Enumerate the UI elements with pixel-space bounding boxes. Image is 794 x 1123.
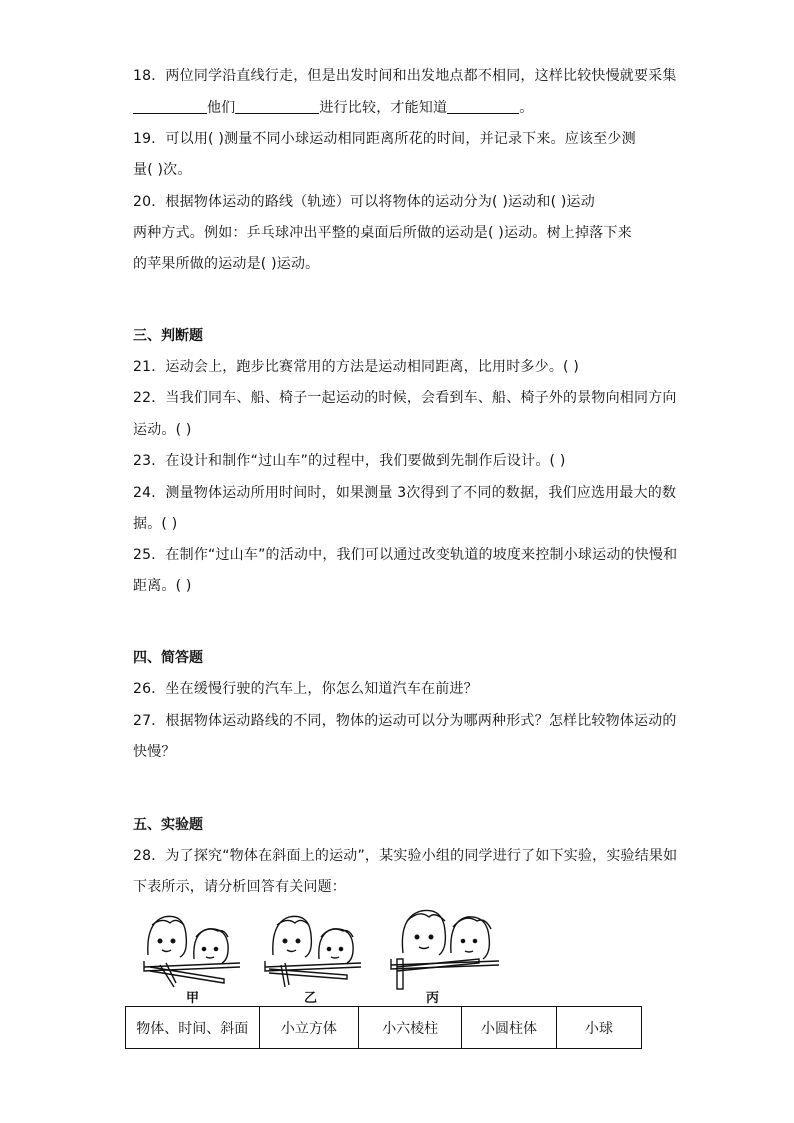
q18-line2 [133, 98, 533, 118]
table-header-cell: 小立方体 [259, 1007, 359, 1049]
q22-line2: 运动。( ) [133, 422, 192, 438]
q18-line1: 18．两位同学沿直线行走，但是出发时间和出发地点都不相同，这样比较快慢就要采集 [133, 68, 677, 84]
table-header-cell: 小球 [556, 1007, 641, 1049]
experiment-results-table [125, 1006, 642, 1049]
q19-line1: 19．可以用( )测量不同小球运动相同距离所花的时间，并记录下来。应该至少测 [133, 131, 636, 147]
section-title-short-answer: 四、简答题 [133, 650, 203, 666]
q18-text-b: 进行比较，才能知道 [319, 100, 448, 116]
q28-line2: 下表所示，请分析回答有关问题： [133, 879, 346, 895]
q25-line1: 25．在制作“过山车”的活动中，我们可以通过改变轨道的坡度来控制小球运动的快慢和 [133, 547, 678, 563]
q26: 26．坐在缓慢行驶的汽车上，你怎么知道汽车在前进？ [133, 681, 478, 697]
q18-text-c: 。 [519, 100, 534, 116]
q22-line1: 22．当我们同车、船、椅子一起运动的时候，会看到车、船、椅子外的景物向相同方向 [133, 390, 677, 406]
q24-line1: 24．测量物体运动所用时间时，如果测量 3次得到了不同的数据，我们应选用最大的数 [133, 485, 677, 501]
answer-blank [133, 98, 207, 114]
table-row [126, 1007, 642, 1049]
section-title-judgement: 三、判断题 [133, 328, 203, 344]
children-ramp-drawing [140, 905, 500, 995]
q23: 23．在设计和制作“过山车”的过程中，我们要做到先制作后设计。( ) [133, 453, 566, 469]
q20-line1: 20．根据物体运动的路线（轨迹）可以将物体的运动分为( )运动和( )运动 [133, 194, 595, 210]
figure-label-bing: 丙 [426, 991, 440, 1006]
answer-blank [447, 98, 519, 114]
table-header-cell: 物体、时间、斜面 [126, 1007, 260, 1049]
answer-blank [235, 98, 319, 114]
table-header-cell: 小六棱柱 [359, 1007, 462, 1049]
experiment-illustration [140, 905, 500, 1005]
figure-label-jia: 甲 [186, 991, 200, 1006]
section-title-experiment: 五、实验题 [133, 817, 203, 833]
q24-line2: 据。( ) [133, 516, 178, 532]
q27-line1: 27．根据物体运动路线的不同，物体的运动可以分为哪两种形式？怎样比较物体运动的 [133, 713, 677, 729]
q27-line2: 快慢？ [133, 744, 176, 760]
q28-line1: 28．为了探究“物体在斜面上的运动”，某实验小组的同学进行了如下实验，实验结果如 [133, 848, 678, 864]
table-header-cell: 小圆柱体 [462, 1007, 557, 1049]
q20-line3: 的苹果所做的运动是( )运动。 [133, 256, 320, 272]
child-pair-1 [144, 916, 240, 987]
figure-label-yi: 乙 [304, 991, 318, 1006]
q21: 21．运动会上，跑步比赛常用的方法是运动相同距离，比用时多少。( ) [133, 359, 579, 375]
q25-line2: 距离。( ) [133, 578, 192, 594]
q20-line2: 两种方式。例如：乒乓球冲出平整的桌面后所做的运动是( )运动。树上掉落下来 [133, 225, 632, 241]
q19-line2: 量( )次。 [133, 162, 192, 178]
child-pair-2 [265, 916, 361, 987]
q18-text-a: 他们 [207, 100, 236, 116]
child-pair-3 [391, 910, 499, 989]
